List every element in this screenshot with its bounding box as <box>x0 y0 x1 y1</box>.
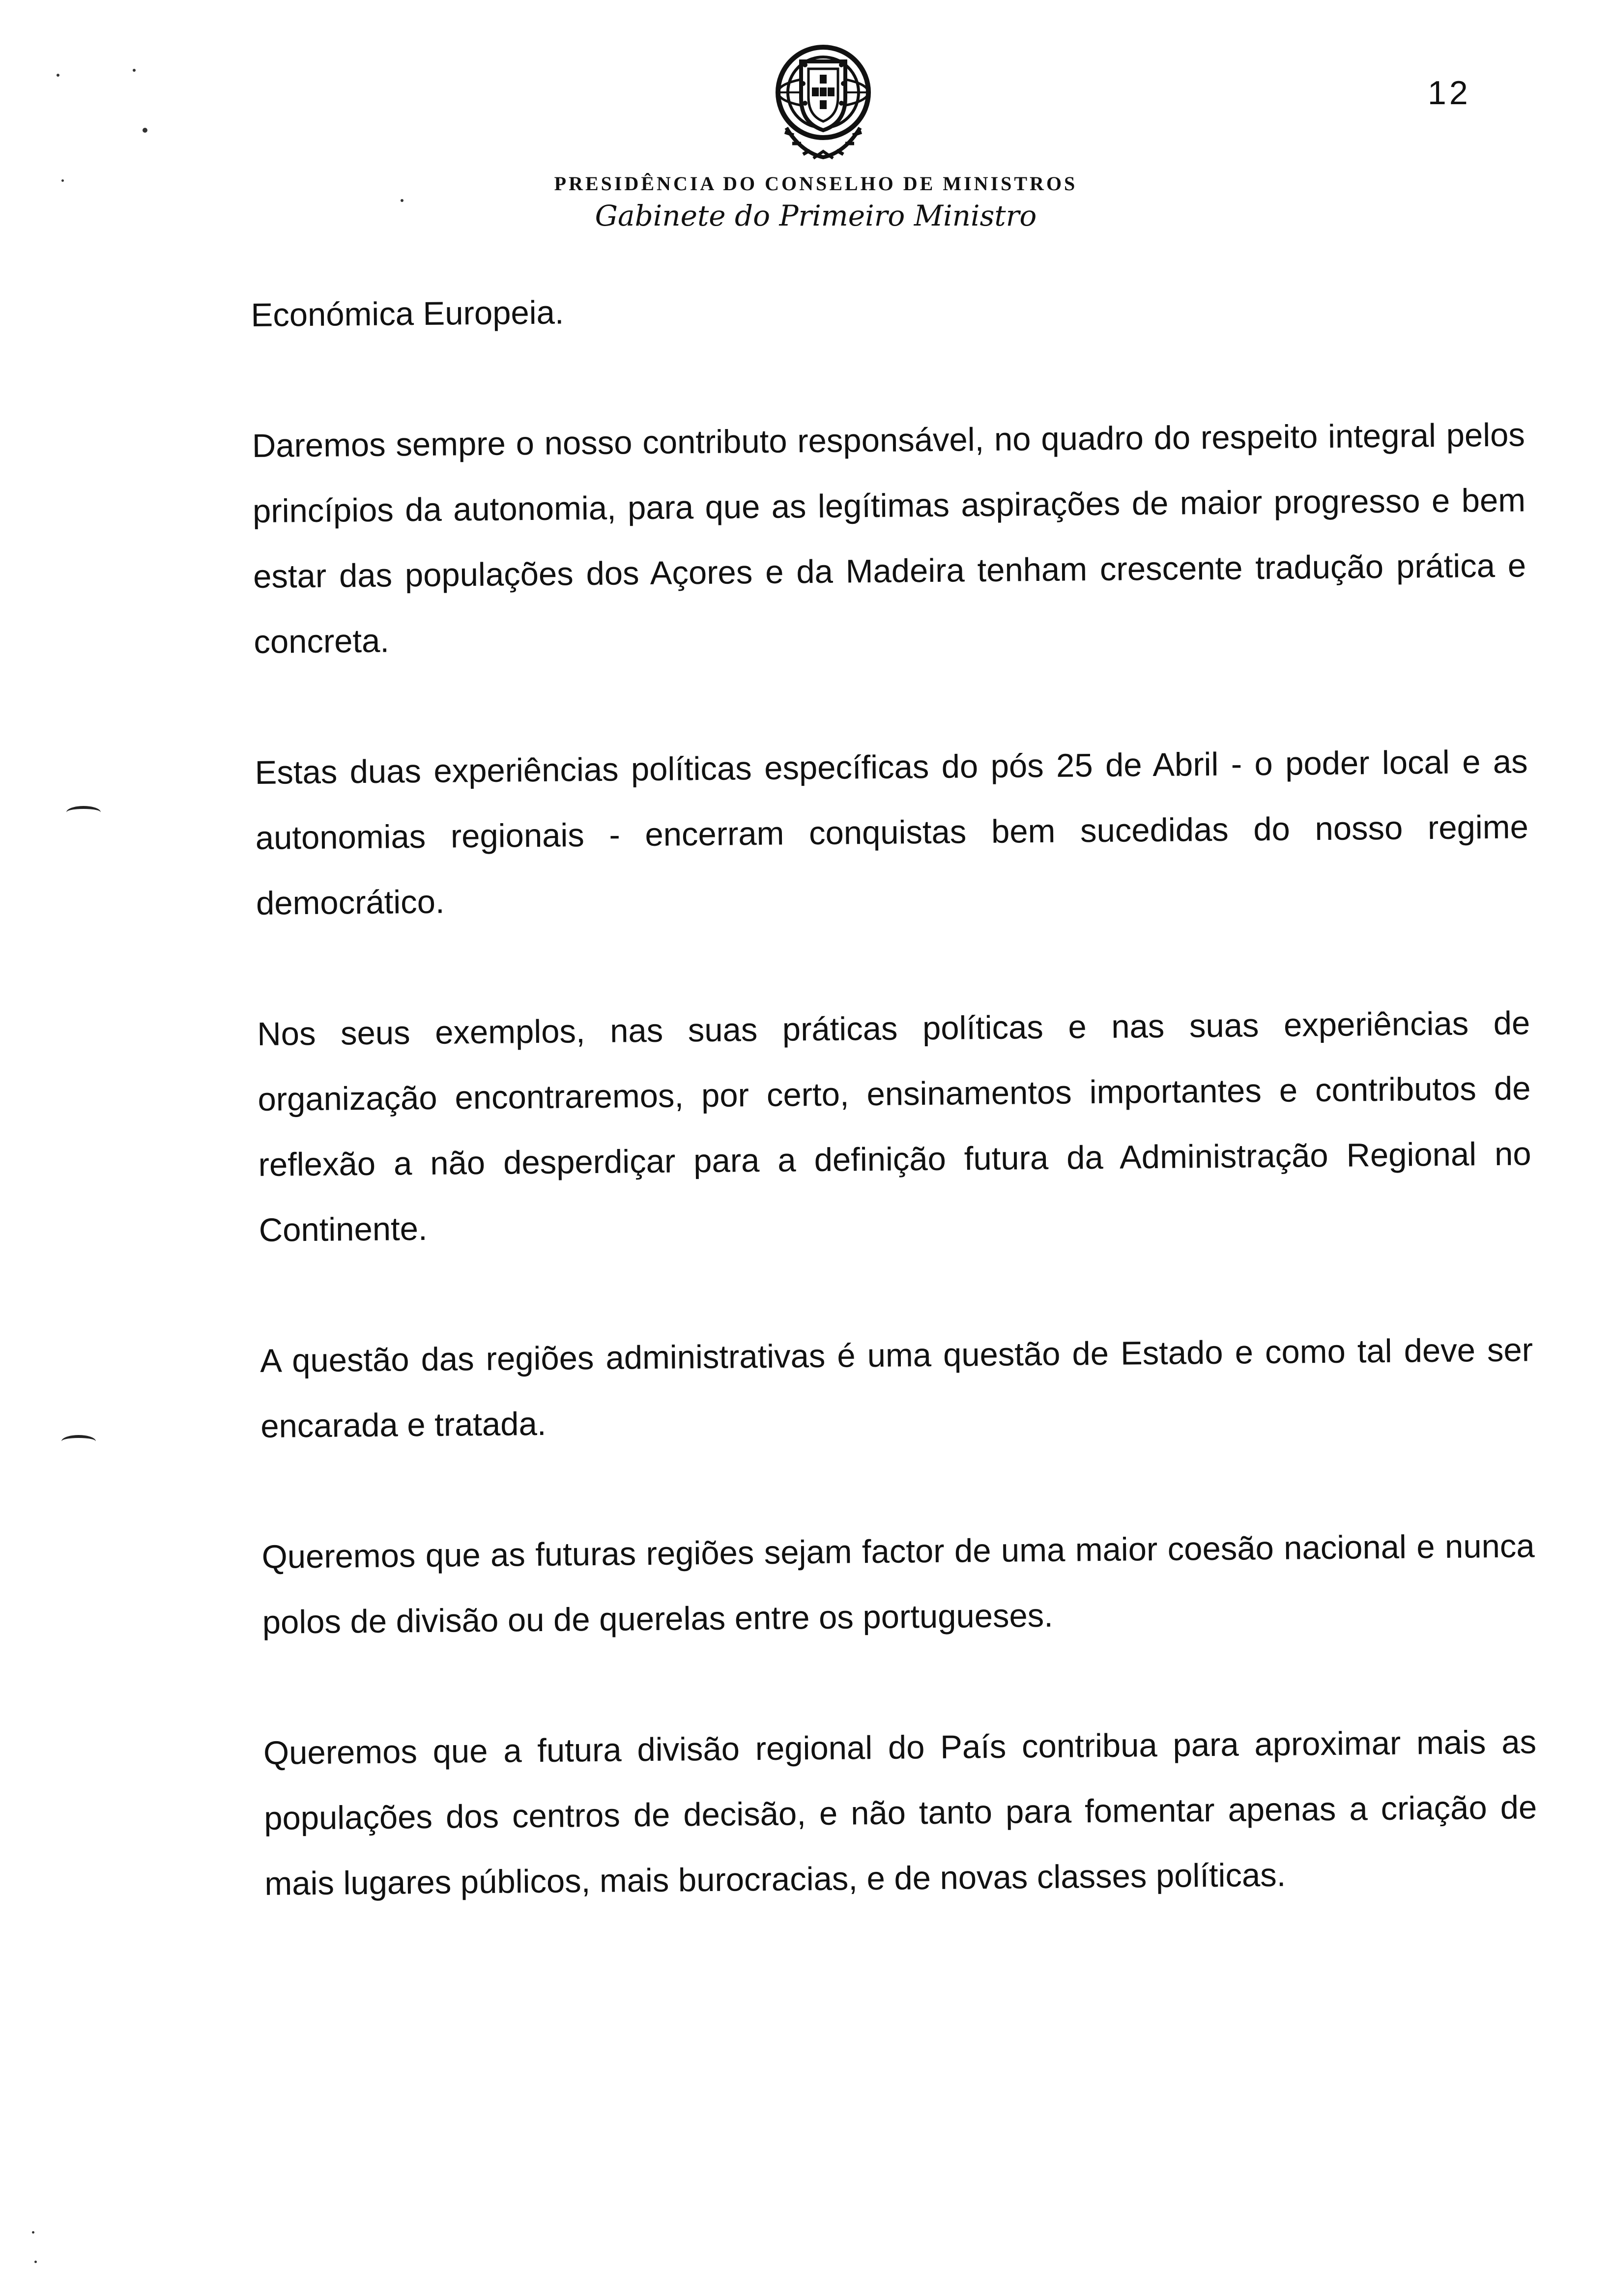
scan-speck <box>32 2231 34 2234</box>
margin-mark <box>61 1435 96 1448</box>
office-name: Gabinete do Primeiro Ministro <box>595 199 1037 232</box>
paragraph: A questão das regiões administrativas é uma questão de Estado e como tal deve ser encarada e tratada. <box>259 1331 1533 1445</box>
scan-speck <box>57 74 59 77</box>
body-text <box>251 271 1538 1981</box>
scan-speck <box>401 199 403 202</box>
paragraph: Queremos que a futura divisão regional do País contribua para aproximar mais as populações dos centros de decisão, e não tanto para fomentar apenas a criação de mais lugares públicos, mais burocracias, e de novas classes políticas. <box>263 1723 1537 1902</box>
scan-speck <box>61 179 64 182</box>
paragraph: Daremos sempre o nosso contributo responsável, no quadro do respeito integral pelos princípios da autonomia, para que as legítimas aspirações de maior progresso e bem estar das populações dos Açores e da Madeira tenham crescente tradução prática e concreta. <box>252 416 1526 660</box>
paragraph: Queremos que as futuras regiões sejam factor de uma maior coesão nacional e nunca polos de divisão ou de querelas entre os portugueses. <box>261 1527 1535 1641</box>
organization-name: PRESIDÊNCIA DO CONSELHO DE MINISTROS <box>554 172 1078 195</box>
paragraph: Nos seus exemplos, nas suas práticas políticas e nas suas experiências de organização encontraremos, por certo, ensinamentos importantes e contributos de reflexão a não desperdiçar para a definição futura da Administração Regional no Continente. <box>257 1004 1531 1249</box>
page-number: 12 <box>1428 74 1471 112</box>
margin-mark <box>66 806 101 819</box>
coat-of-arms-icon <box>767 34 880 167</box>
scan-speck <box>143 128 147 133</box>
scan-speck <box>133 69 136 72</box>
paragraph: Económica Europeia. <box>251 294 564 334</box>
paragraph: Estas duas experiências políticas específicas do pós 25 de Abril - o poder local e as autonomias regionais - encerram conquistas bem sucedidas do nosso regime democrático. <box>255 743 1529 922</box>
scan-speck <box>34 2261 37 2263</box>
